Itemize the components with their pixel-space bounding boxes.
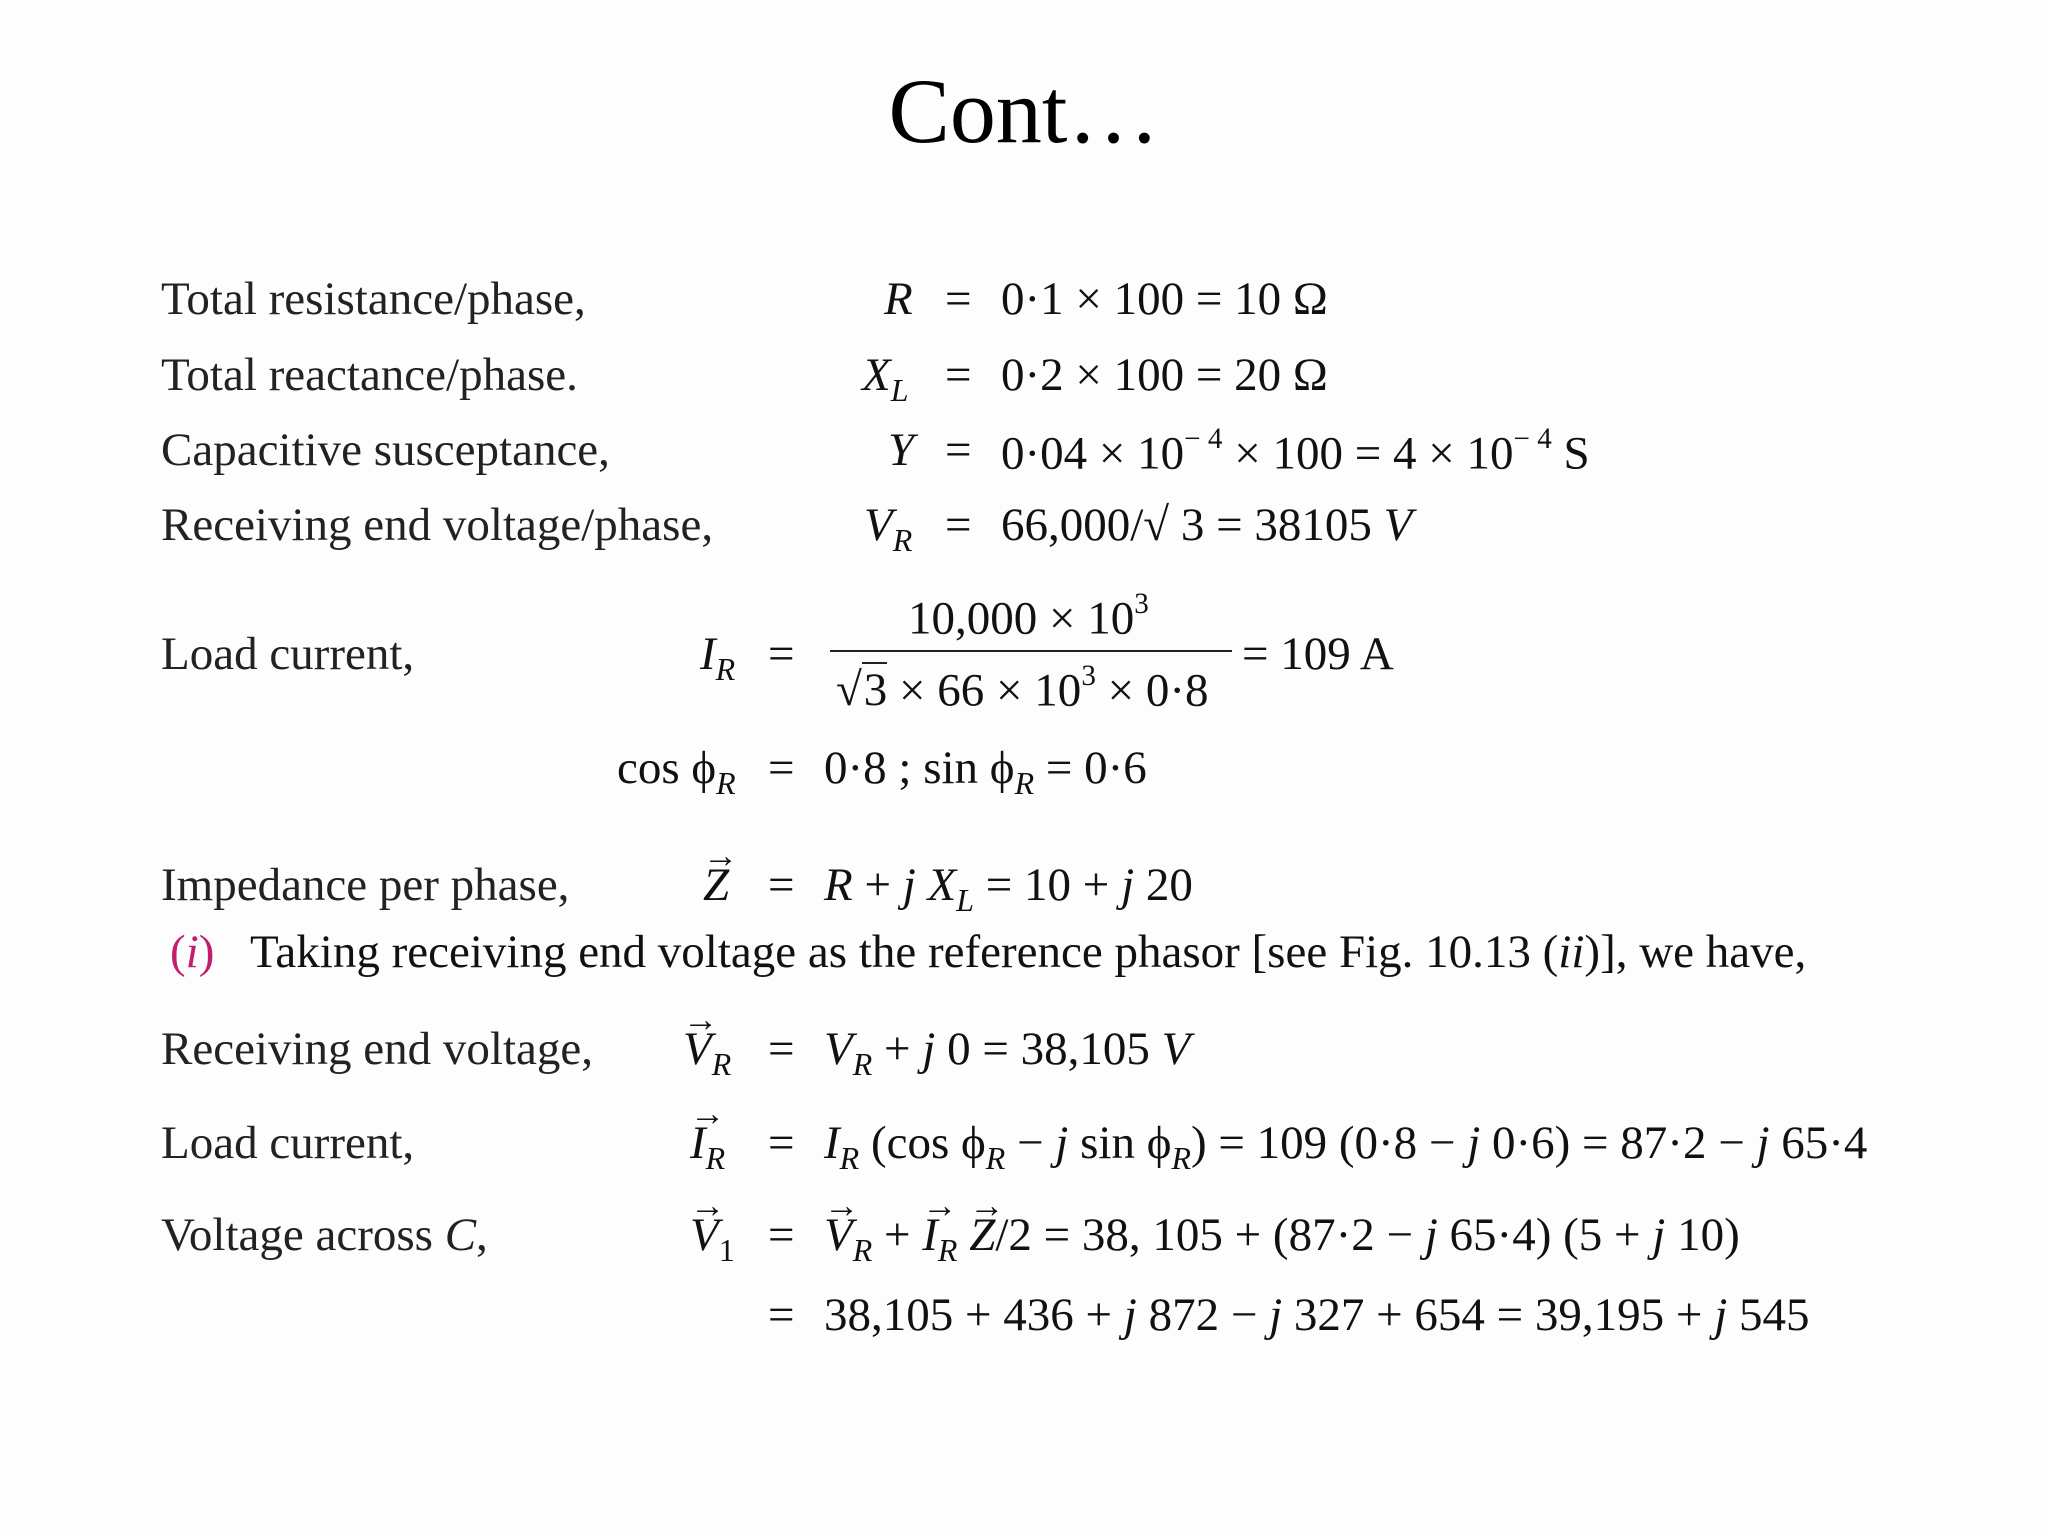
row-total-resistance [0,272,2048,352]
slide-title: Cont… [888,60,1160,162]
expr-impedance: R + j $X_L = 10 + j$ 20 [824,859,1193,919]
equals-sign: = [768,1289,795,1341]
expr-susceptance: $0\cdot 04 \times 10^{- 4} \times 100 = 4 \times 10^{- 4}$ S [1001,423,1590,480]
label-receiving-end-voltage: Receiving end voltage, [161,1023,593,1075]
equals-sign: = [945,424,972,476]
symbol-r: R [884,273,913,325]
row-receiving-end-voltage-phase [0,498,2048,578]
fraction-numerator: $10,000 \times 10^3$ [908,588,1149,645]
label-impedance: Impedance per phase, [161,859,570,911]
symbol-z-vector: → Z [703,858,729,912]
symbol-vr: $V_R$ [864,499,913,559]
expr-ir-phasor: $I_R$ (cos $\phi_R - j$ $\sin \phi_R) = 109$ (0·8 − j 0·6) = 87·2 − j 65·4 [824,1117,1868,1177]
symbol-vr-vector: → $V_R$ [683,1022,731,1083]
expr-vr-phasor: $V_R + j$ 0 = 38,105 V [824,1023,1191,1083]
row-receiving-end-voltage [0,1022,2048,1102]
row-total-reactance [0,348,2048,428]
equals-sign: = [768,742,795,794]
label-receiving-end-voltage-phase: Receiving end voltage/phase, [161,499,714,551]
equals-sign: = [768,628,795,680]
expr-cos-phi: $\cos \phi_R$ [617,742,736,802]
symbol-y: Y [888,424,915,476]
fraction-denominator: $√3 \times 66 \times 10^3 \times 0\cdot 8$ [836,660,1209,717]
symbol-xl: $X_L$ [862,349,909,409]
symbol-ir-vector: → $I_R$ [690,1116,725,1177]
equals-sign: = [768,1117,795,1169]
row-capacitive-susceptance [0,423,2048,503]
equals-sign: = [768,1023,795,1075]
label-load-current: Load current, [161,628,415,680]
equals-sign: = [768,859,795,911]
row-note [0,925,2048,1005]
row-power-factor [0,741,2048,821]
note-text: Taking receiving end voltage as the reference phasor [see Fig. 10.13 (ii)], we have, [250,926,1807,978]
symbol-ir: $I_R$ [700,628,736,688]
expr-v1: → $V_R$ + → $I_R \to Z/2 = 38$, 105 + (87·2 − j 65·4) (5 + j 10) [824,1208,1740,1269]
equals-sign: = [768,1209,795,1261]
row-load-current-fraction [0,580,2048,730]
expr-resistance: 0·1 × 100 = 10 Ω [1001,273,1328,325]
label-total-reactance: Total reactance/phase. [161,349,578,401]
expr-v1-result: 38,105 + 436 + j 872 − j 327 + 654 = 39,195 + j 545 [824,1289,1810,1341]
fraction-bar [830,650,1232,652]
symbol-v1-vector: → $V_1$ [690,1208,735,1269]
label-capacitive-susceptance: Capacitive susceptance, [161,424,610,476]
equals-sign: = [945,349,972,401]
row-load-current-phasor [0,1116,2048,1196]
label-total-resistance: Total resistance/phase, [161,273,586,325]
row-voltage-across-c-result [0,1288,2048,1368]
note-marker: (i) [170,926,215,978]
row-voltage-across-c [0,1208,2048,1288]
expr-power-factor: 0·8 ; $\sin \phi_R = 0\cdot 6$ [824,742,1147,802]
label-voltage-across-c: Voltage across C, [161,1209,488,1261]
equals-sign: = [945,273,972,325]
expr-receiving-voltage: 66,000/√ 3 = 38105 V [1001,499,1413,551]
expr-reactance: 0·2 × 100 = 20 Ω [1001,349,1328,401]
label-load-current-phasor: Load current, [161,1117,415,1169]
result-load-current: = 109 A [1242,628,1394,680]
equals-sign: = [945,499,972,551]
